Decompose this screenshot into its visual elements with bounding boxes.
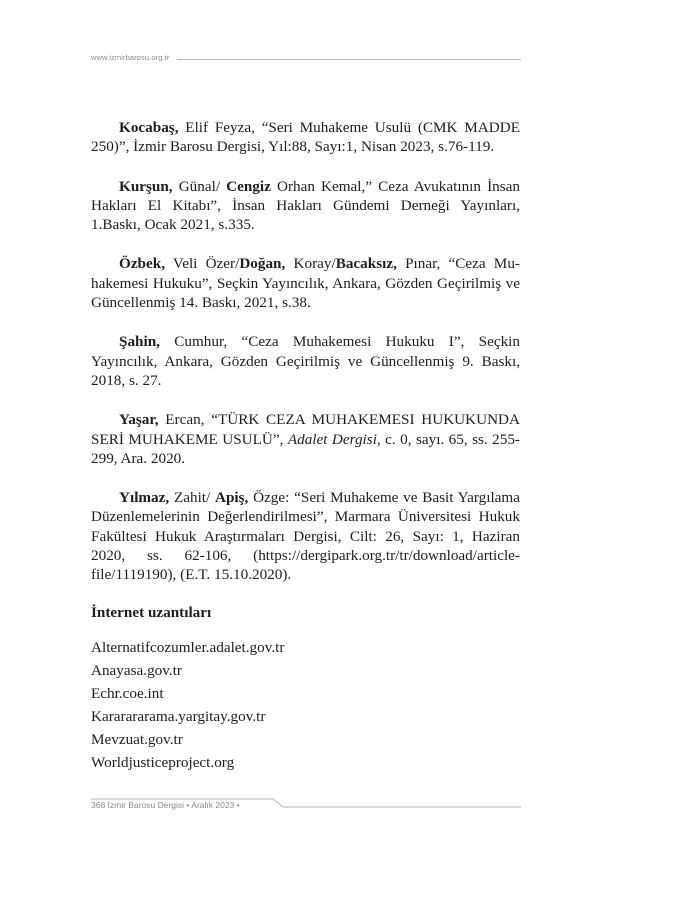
author-name: Yaşar,	[119, 411, 159, 429]
reference-item	[91, 410, 520, 468]
reference-item	[91, 254, 520, 312]
author-name: Kurşun,	[119, 177, 173, 195]
reference-text: , c. 0, sayı. 65, ss. 255-299, Ara. 2020.	[91, 430, 520, 467]
author-name: Apiş,	[215, 489, 249, 507]
website-item: Alternatifcozumler.adalet.gov.tr	[91, 639, 285, 656]
reference-text: Pınar, “Ceza Muhakemesi Hukuku”, Seçkin Yayıncılık, Ankara, Gözden Geçirilmiş ve Güncellenmiş 14. Baskı, 2021, s.38.	[91, 255, 520, 312]
reference-text: Zahit/	[169, 489, 215, 507]
header-rule	[177, 59, 521, 60]
author-name: Şahin,	[119, 333, 160, 351]
website-item: Anayasa.gov.tr	[91, 662, 182, 679]
reference-text: Günal/	[172, 177, 227, 195]
header-url: www.izmirbarosu.org.tr	[91, 53, 170, 62]
page-footer	[91, 798, 521, 812]
reference-text: Elif Feyza, “Seri Muhakeme Usulü (CMK MADDE 250)”, İzmir Barosu Dergisi, Yıl:88, Sayı:1, Nisan 2023, s.76-119.	[91, 119, 520, 156]
website-item: Worldjusticeproject.org	[91, 754, 235, 771]
reference-text: Cumhur, “Ceza Muhakemesi Hukuku I”, Seçkin Yayıncılık, Ankara, Gözden Geçirilmiş ve Güncellenmiş 9. Baskı, 2018, s. 27.	[91, 333, 520, 389]
author-name: Doğan,	[239, 255, 286, 273]
reference-item	[91, 118, 520, 157]
section-title: İnternet uzantıları	[91, 604, 212, 621]
journal-title: Adalet Dergisi	[287, 430, 377, 448]
author-name: Cengiz	[226, 177, 271, 195]
footer-text: 368 İzmir Barosu Dergisi • Aralık 2023 •	[91, 800, 240, 810]
reference-text: Koray/	[285, 255, 336, 273]
reference-text: Orhan Kemal,” Ceza Avukatının İnsan Hakları El Kitabı”, İnsan Hakları Gündemi Derneği Yayınları, 1.Baskı, Ocak 2021, s.335.	[91, 177, 520, 234]
page-header	[91, 53, 521, 67]
author-name: Kocabaş,	[119, 119, 179, 136]
website-item: Mevzuat.gov.tr	[91, 731, 183, 748]
reference-text: Özge: “Seri Muhakeme ve Basit Yargılama Düzenlemelerinin Değerlendirilmesi”, Marmara Üniversitesi Hukuk Fakültesi Hukuk Araştırmaları Dergisi, Cilt: 26, Sayı: 1, Haziran 2020, ss. 62-106, (https://dergipark.org.tr/tr/download/article-file/1119190), (E.T. 15.10.2020).	[91, 489, 520, 584]
internet-section	[91, 604, 520, 774]
author-name: Özbek,	[119, 255, 165, 273]
author-name: Bacaksız,	[335, 255, 397, 273]
reference-item	[91, 177, 520, 235]
reference-item	[91, 332, 520, 390]
website-item: Echr.coe.int	[91, 685, 164, 702]
reference-text: Veli Özer/	[165, 255, 240, 273]
reference-list	[91, 118, 520, 605]
reference-text: Ercan, “TÜRK CEZA MUHAKEMESI HUKUKUNDA SERİ MUHAKEME USULÜ”,	[91, 411, 520, 448]
reference-item	[91, 488, 520, 584]
author-name: Yılmaz,	[119, 489, 170, 507]
website-item: Kararararama.yargitay.gov.tr	[91, 708, 266, 725]
